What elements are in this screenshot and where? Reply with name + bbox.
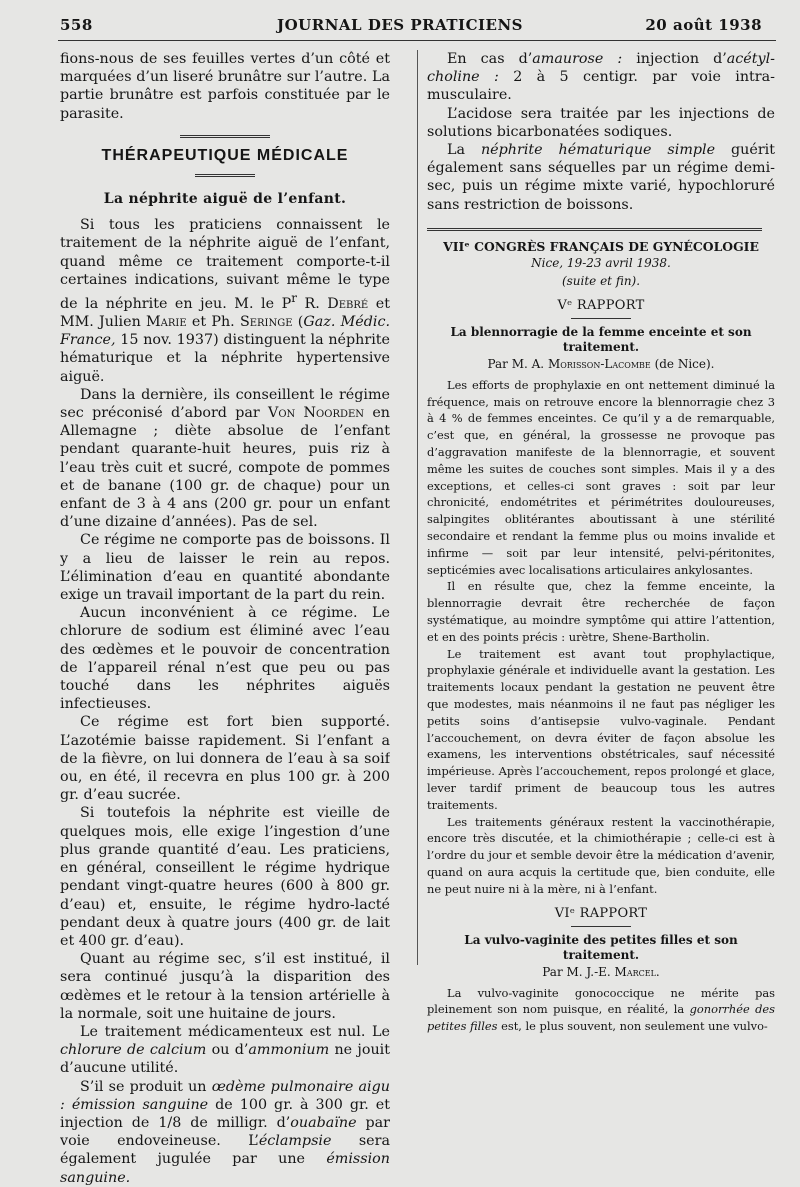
rapport-6-rule (571, 926, 631, 927)
rapport-6-label: VIᵉ RAPPORT (554, 905, 648, 921)
paragraph: Aucun inconvénient à ce régime. Le chlorure de sodium est éliminé avec l’eau des œdèmes et le pouvoir de concentration de l’appareil rénal n’est que peu ou pas touché dans les néphrites aiguës infectieuses. (60, 605, 390, 713)
paragraph: La vulvo-vaginite gonococcique ne mérite pas pleinement son nom puisque, en réalité, la gonorrhée des petites filles est, le plus souvent, non seulement une vulvo- (427, 985, 775, 1034)
paragraph: S’il se produit un œdème pulmonaire aigu : émission sanguine de 100 gr. à 300 gr. et injection de 1/8 de milligr. d’ouabaïne par voie endoveineuse. L’éclampsie sera également jugulée par une émission sanguine. (60, 1078, 390, 1186)
paragraph: Ce régime est fort bien supporté. L’azotémie baisse rapidement. Si l’enfant a de la fièvre, on lui donnera de l’eau à sa soif ou, en été, il recevra en plus 100 gr. à 200 gr. d’eau sucrée. (60, 714, 390, 804)
rapport-6-byline: Par M. J.-E. Marcel. (542, 964, 660, 979)
paragraph: Le traitement est avant tout prophylactique, prophylaxie générale et individuelle avant la gestation. Les traitements locaux pendant la gestation ne peuvent être que modestes, mais néanmoins il ne faut pas négliger les petits soins d’antisepsie vulvo-vaginale. Pendant l’accouchement, on devra éviter de façon absolue les examens, les interventions obstétricales, sauf nécessité impérieuse. Après l’accouchement, repos prolongé et glace, lever tardif priment de beaucoup tous les autres traitements. (427, 646, 775, 812)
paragraph: Les traitements généraux restent la vaccinothérapie, encore très discutée, et la chimiothérapie ; celle-ci est à l’ordre du jour et semble devoir être la médication d’avenir, quand on aura acquis la certitude que, bien conduite, elle ne peut nuire ni à la mère, ni à l’enfant. (427, 814, 775, 896)
right-column (427, 50, 775, 1035)
congress-suite: (suite et fin). (561, 273, 641, 288)
intro-paragraph: fions-nous de ses feuilles vertes d’un côté et marquées d’un liseré brunâtre sur l’autre. La partie brunâtre est parfois constituée par le parasite. (60, 51, 390, 122)
paragraph: Ce régime ne comporte pas de boissons. Il y a lieu de laisser le rein au repos. L’élimination d’eau en quantité abondante exige un travail important de la part du rein. (60, 532, 390, 604)
paragraph: La néphrite hématurique simple guérit également sans séquelles par un régime demi-sec, puis un régime mixte varié, hypochloruré sans restriction de boissons. (427, 142, 775, 213)
congress-place: Nice, 19-23 avril 1938. (531, 255, 671, 270)
article-title: La néphrite aiguë de l’enfant. (103, 191, 347, 208)
issue-date: 20 août 1938 (645, 16, 762, 34)
rapport-5-rule (571, 318, 631, 319)
rapport-6-title: La vulvo-vaginite des petites filles et son traitement. (464, 932, 738, 962)
paragraph: Les efforts de prophylaxie en ont nettement diminué la fréquence, mais on retrouve encore la blennorragie chez 3 à 4 % de femmes enceintes. Ce qu’il y a de remarquable, c’est que, en général, la grossesse ne provoque pas d’aggravation manifeste de la blennorragie, et souvent même les suites de couches sont simples. Mais il y a des exceptions, et celles-ci sont graves : soit par leur chronicité, endométrites et périmétrites douloureuses, salpingites oblitérantes aboutissant à une stérilité secondaire et rendant la femme plus ou moins invalide et infirme — soit par leur intensité, pelvi-péritonites, septicémies avec localisations articulaires ankylosantes. (427, 377, 775, 577)
rapport-5-byline: Par M. A. Morisson-Lacombe (de Nice). (487, 356, 715, 371)
congress-title: VIIᵉ CONGRÈS FRANÇAIS DE GYNÉCOLOGIE (443, 238, 759, 254)
paragraph: Si tous les praticiens connaissent le traitement de la néphrite aiguë de l’enfant, quand même ce traitement comporte-t-il certaines indications, suivant même le type de la néphrite en jeu. M. le $P^r$ R. Debré et MM. Julien Marie et Ph. Seringe (Gaz. Médic. France, 15 nov. 1937) distinguent la néphrite hématurique et la néphrite hypertensive aiguë. (60, 217, 390, 385)
left-column (60, 50, 390, 1187)
journal-title: JOURNAL DES PRATICIENS (277, 16, 523, 34)
rapport-5-title: La blennorragie de la femme enceinte et son traitement. (450, 324, 752, 354)
paragraph: Si toutefois la néphrite est vieille de quelques mois, elle exige l’ingestion d’une plus grande quantité d’eau. Les praticiens, en général, conseillent le régime hydrique pendant vingt-quatre heures (600 à 800 gr. d’eau) et, ensuite, le régime hydro-lacté pendant deux à quatre jours (400 gr. de lait et 400 gr. d’eau). (60, 805, 390, 949)
page-number: 558 (60, 16, 93, 34)
paragraph: Quant au régime sec, s’il est institué, il sera continué jusqu’à la disparition des œdèmes et le retour à la tension artérielle à la normale, soit une huitaine de jours. (60, 951, 390, 1022)
paragraph: Dans la dernière, ils conseillent le régime sec préconisé d’abord par Von Noorden en Allemagne ; diète absolue de l’enfant pendant quarante-huit heures, puis riz à l’eau très cuit et sucré, compote de pommes et de banane (100 gr. de chaque) pour un enfant de 3 à 4 ans (200 gr. pour un enfant d’une dizaine d’années). Pas de sel. (60, 386, 390, 531)
section-title: THÉRAPEUTIQUE MÉDICALE (101, 146, 349, 164)
page-header (0, 10, 800, 36)
paragraph: L’acidose sera traitée par les injections de solutions bicarbonatées sodiques. (427, 105, 775, 140)
header-rule (58, 40, 776, 41)
congress-rule (427, 228, 762, 231)
section-rule-bottom (195, 174, 255, 177)
paragraph: Le traitement médicamenteux est nul. Le chlorure de calcium ou d’ammonium ne jouit d’aucune utilité. (60, 1023, 390, 1077)
paragraph: En cas d’amaurose : injection d’acétyl-choline : 2 à 5 centigr. par voie intra-musculaire. (427, 51, 775, 104)
column-divider (417, 50, 418, 965)
paragraph: Il en résulte que, chez la femme enceinte, la blennorragie devrait être recherchée de façon systématique, au moindre symptôme qui attire l’attention, et en des points précis : urètre, Shene-Bartholin. (427, 579, 775, 644)
rapport-5-label: Vᵉ RAPPORT (557, 297, 645, 313)
section-rule-top (180, 135, 270, 138)
